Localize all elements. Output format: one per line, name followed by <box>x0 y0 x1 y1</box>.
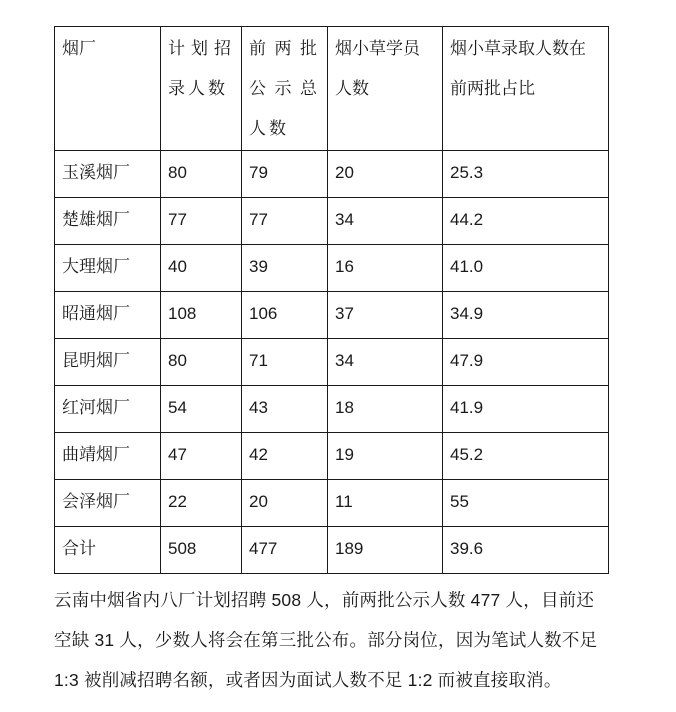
cell-ratio: 45.2 <box>443 433 609 480</box>
cell-factory: 红河烟厂 <box>55 386 161 433</box>
cell-announced: 79 <box>242 151 328 198</box>
cell-factory: 曲靖烟厂 <box>55 433 161 480</box>
table-row <box>55 527 609 574</box>
table-row <box>55 480 609 527</box>
cell-trainees: 11 <box>328 480 443 527</box>
cell-ratio: 41.9 <box>443 386 609 433</box>
cell-ratio: 25.3 <box>443 151 609 198</box>
cell-announced: 39 <box>242 245 328 292</box>
table-row <box>55 386 609 433</box>
cell-factory: 会泽烟厂 <box>55 480 161 527</box>
cell-ratio: 39.6 <box>443 527 609 574</box>
cell-announced: 71 <box>242 339 328 386</box>
cell-factory: 楚雄烟厂 <box>55 198 161 245</box>
cell-trainees: 19 <box>328 433 443 480</box>
cell-trainees: 34 <box>328 339 443 386</box>
cell-trainees: 18 <box>328 386 443 433</box>
cell-announced: 42 <box>242 433 328 480</box>
cell-factory: 大理烟厂 <box>55 245 161 292</box>
cell-factory: 玉溪烟厂 <box>55 151 161 198</box>
cell-planned: 80 <box>161 151 242 198</box>
cell-announced: 43 <box>242 386 328 433</box>
header-cell-planned: 计划招录人数 <box>161 27 242 151</box>
cell-ratio: 55 <box>443 480 609 527</box>
cell-announced: 20 <box>242 480 328 527</box>
cell-factory: 昆明烟厂 <box>55 339 161 386</box>
table-row <box>55 245 609 292</box>
cell-announced: 477 <box>242 527 328 574</box>
cell-factory: 昭通烟厂 <box>55 292 161 339</box>
cell-trainees: 189 <box>328 527 443 574</box>
document <box>54 26 608 700</box>
recruitment-table <box>54 26 609 574</box>
table-row <box>55 198 609 245</box>
summary-paragraph: 云南中烟省内八厂计划招聘 508 人，前两批公示人数 477 人，目前还空缺 31 人，少数人将会在第三批公布。部分岗位，因为笔试人数不足 1:3 被削减招聘名额，或者因为面试人数不足 1:2 而被直接取消。 <box>54 590 598 690</box>
cell-planned: 77 <box>161 198 242 245</box>
cell-planned: 47 <box>161 433 242 480</box>
cell-planned: 40 <box>161 245 242 292</box>
cell-trainees: 37 <box>328 292 443 339</box>
cell-factory: 合计 <box>55 527 161 574</box>
table-row <box>55 433 609 480</box>
cell-ratio: 44.2 <box>443 198 609 245</box>
cell-ratio: 47.9 <box>443 339 609 386</box>
cell-planned: 54 <box>161 386 242 433</box>
table-row <box>55 151 609 198</box>
header-cell-ratio: 烟小草录取人数在前两批占比 <box>443 27 609 151</box>
header-cell-factory: 烟厂 <box>55 27 161 151</box>
cell-announced: 77 <box>242 198 328 245</box>
cell-planned: 80 <box>161 339 242 386</box>
cell-planned: 108 <box>161 292 242 339</box>
table-row <box>55 339 609 386</box>
table-row <box>55 292 609 339</box>
cell-ratio: 41.0 <box>443 245 609 292</box>
header-cell-announced: 前两批公示总人数 <box>242 27 328 151</box>
cell-planned: 22 <box>161 480 242 527</box>
header-cell-trainees: 烟小草学员人数 <box>328 27 443 151</box>
table-header-row <box>55 27 609 151</box>
cell-announced: 106 <box>242 292 328 339</box>
cell-planned: 508 <box>161 527 242 574</box>
cell-trainees: 20 <box>328 151 443 198</box>
cell-trainees: 16 <box>328 245 443 292</box>
cell-ratio: 34.9 <box>443 292 609 339</box>
cell-trainees: 34 <box>328 198 443 245</box>
